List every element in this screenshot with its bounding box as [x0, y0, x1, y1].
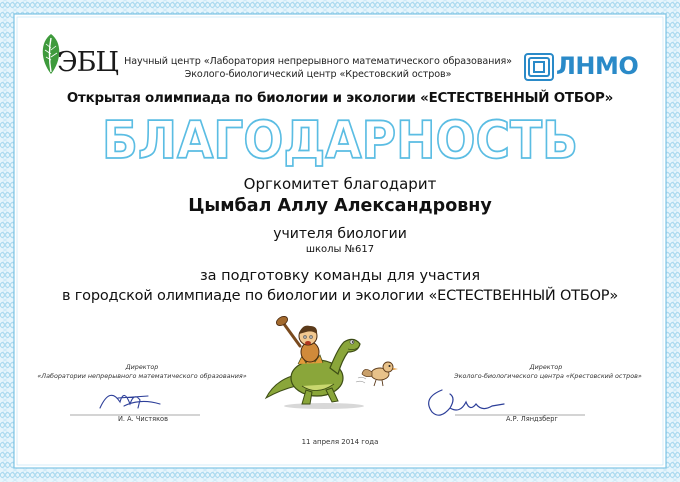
intro-text: Оргкомитет благодарит: [243, 175, 437, 193]
right-signature: [420, 384, 510, 424]
right-signer-name: А.Р. Ляндзберг: [506, 415, 558, 423]
right-signer-title: Директор: [529, 363, 563, 371]
lnmo-logo-text: ЛНМО: [556, 52, 639, 80]
reason-line-1: за подготовку команды для участия: [199, 268, 481, 284]
ebc-logo-text: ЭБЦ: [57, 47, 119, 78]
reason-line-2: в городской олимпиаде по биологии и экологии «ЕСТЕСТВЕННЫЙ ОТБОР»: [61, 288, 619, 304]
olympiad-title: Открытая олимпиада по биологии и экологии «ЕСТЕСТВЕННЫЙ ОТБОР»: [66, 91, 614, 106]
header-line-2: Эколого-биологический центр «Крестовский остров»: [184, 69, 452, 80]
recipient-name: Цымбал Аллу Александровну: [188, 196, 492, 216]
right-signer-organization: Эколого-биологического центра «Крестовский остров»: [454, 372, 642, 380]
left-signer-organization: «Лаборатории непрерывного математического образования»: [37, 372, 247, 380]
left-signer-title: Директор: [125, 363, 159, 371]
header-line-1: Научный центр «Лаборатория непрерывного математического образования»: [124, 56, 512, 67]
left-signer-name: И. А. Чистяков: [118, 415, 168, 423]
lnmo-at-icon: [524, 53, 554, 81]
left-signature: [90, 378, 170, 418]
recipient-position: учителя биологии: [273, 226, 407, 242]
recipient-school: школы №617: [305, 244, 375, 255]
dinosaur-illustration: [262, 312, 402, 412]
certificate-title-text: БЛАГОДАРНОСТЬ: [102, 111, 578, 168]
certificate-title: [90, 110, 590, 168]
issue-date: 11 апреля 2014 года: [301, 438, 379, 446]
